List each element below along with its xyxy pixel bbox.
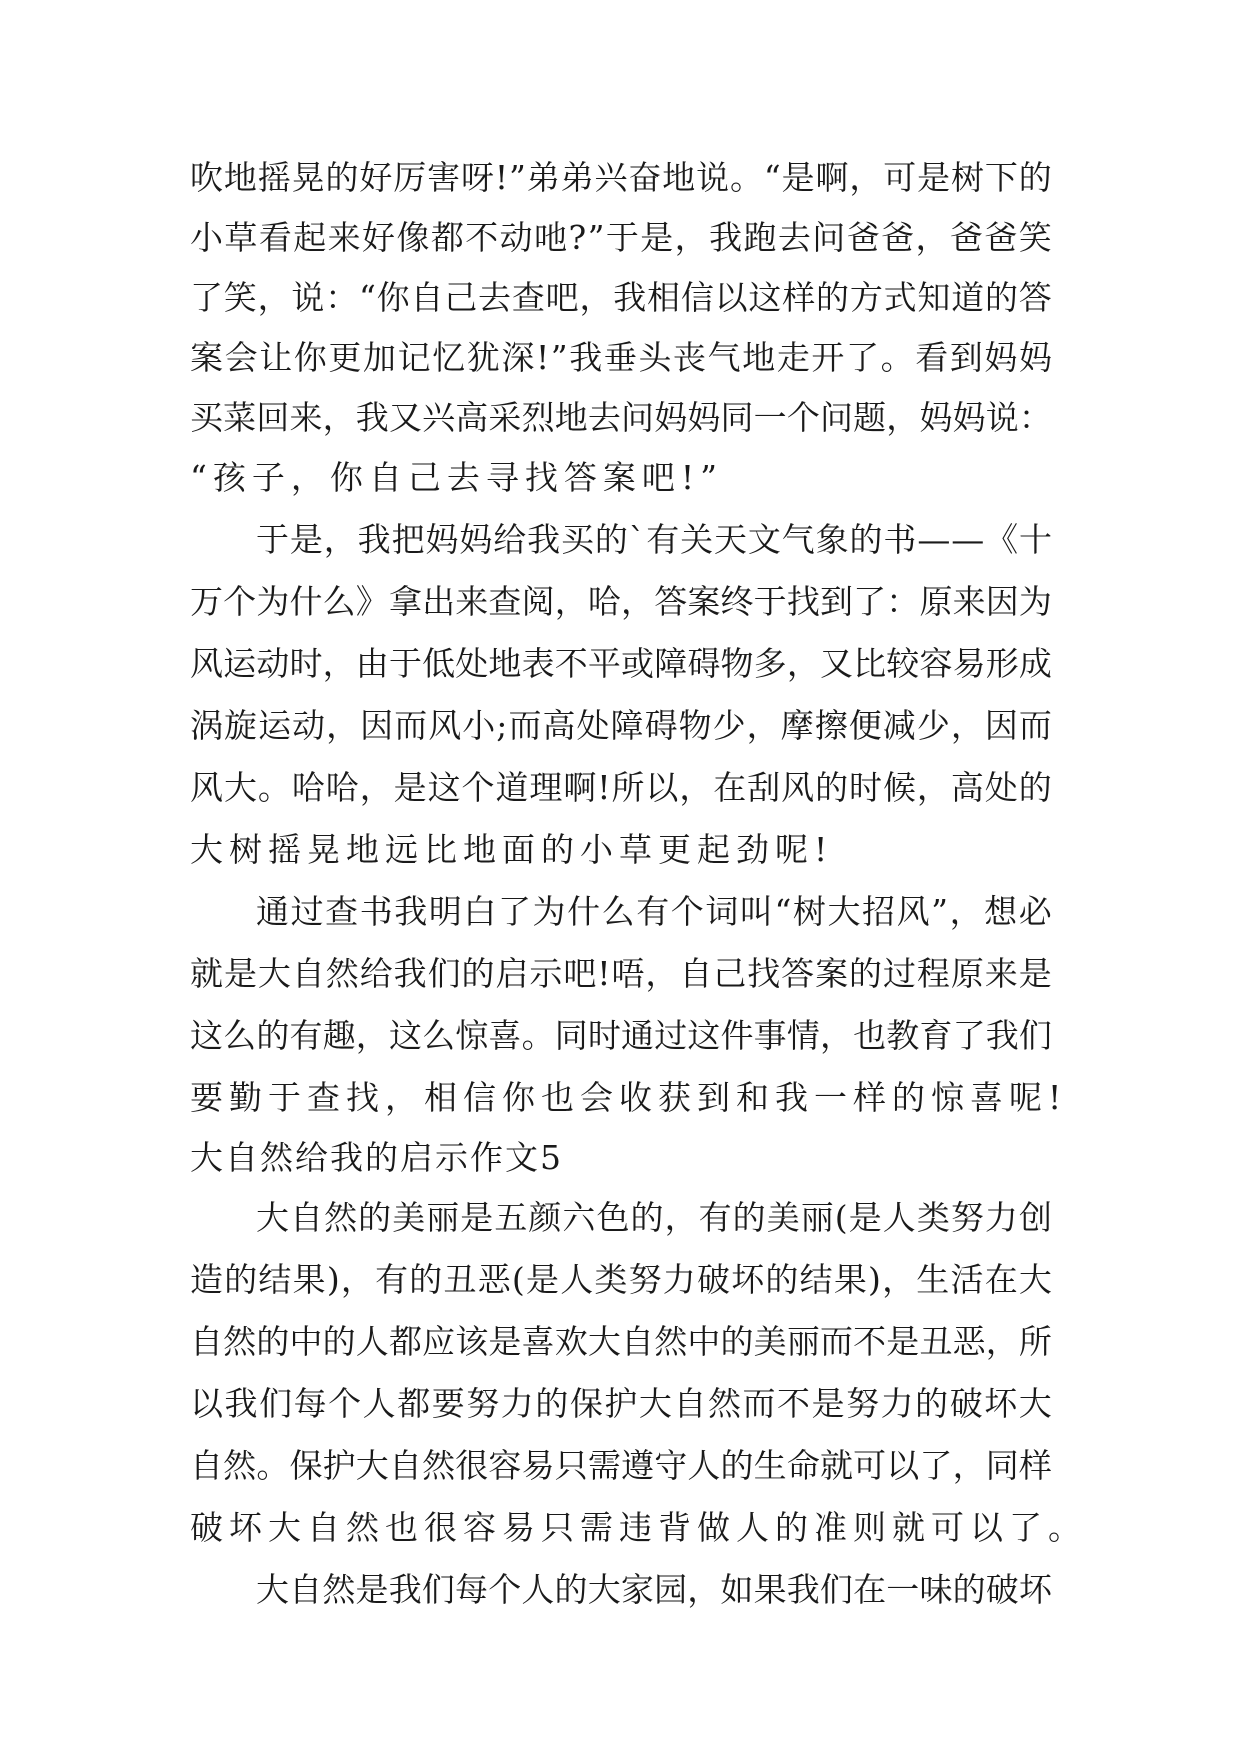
text-line: 万 个 为 什 么 》 拿 出 来 查 阅 ， 哈 ， 答 案 终 于 找 到 了 ： 原 来 因 为 [190,582,1052,621]
text-line: 买 菜 回 来 ， 我 又 兴 高 采 烈 地 去 问 妈 妈 同 一 个 问 题 ， 妈 妈 说 ： [190,398,1052,437]
text-line: 以 我 们 每 个 人 都 要 努 力 的 保 护 大 自 然 而 不 是 努 力 的 破 坏 大 [190,1384,1052,1423]
text-line: 这 么 的 有 趣 ， 这 么 惊 喜 。 同 时 通 过 这 件 事 情 ， 也 教 育 了 我 们 [190,1016,1052,1055]
text-line: 大树摇晃地远比地面的小草更起劲呢! [190,830,834,869]
text-line: “孩子，你自己去寻找答案吧!” [190,458,724,497]
text-line: 破坏大自然也很容易只需违背做人的准则就可以了。 [190,1508,1087,1547]
text-line: 吹 地 摇 晃 的 好 厉 害 呀 ! ” 弟 弟 兴 奋 地 说 。 “ 是 啊 ， 可 是 树 下 的 [190,158,1052,197]
text-line: 造 的 结 果 ) ， 有 的 丑 恶 ( 是 人 类 努 力 破 坏 的 结 果 ) ， 生 活 在 大 [190,1260,1052,1299]
text-line: 小 草 看 起 来 好 像 都 不 动 吔 ? ” 于 是 ， 我 跑 去 问 爸 爸 ， 爸 爸 笑 [190,218,1052,257]
text-line: 就 是 大 自 然 给 我 们 的 启 示 吧 ! 唔 ， 自 己 找 答 案 的 过 程 原 来 是 [190,954,1052,993]
text-line: 自 然 。 保 护 大 自 然 很 容 易 只 需 遵 守 人 的 生 命 就 可 以 了 ， 同 样 [190,1446,1052,1485]
text-line: 自 然 的 中 的 人 都 应 该 是 喜 欢 大 自 然 中 的 美 丽 而 不 是 丑 恶 ， 所 [190,1322,1052,1361]
text-line: 要勤于查找，相信你也会收获到和我一样的惊喜呢! [190,1078,1068,1117]
text-line: 于 是 ， 我 把 妈 妈 给 我 买 的 ` 有 关 天 文 气 象 的 书 — — 《 十 [256,520,1052,559]
text-line: 案 会 让 你 更 加 记 忆 犹 深 ! ” 我 垂 头 丧 气 地 走 开 了 。 看 到 妈 妈 [190,338,1052,377]
text-line: 了 笑 ， 说 ： “ 你 自 己 去 查 吧 ， 我 相 信 以 这 样 的 方 式 知 道 的 答 [190,278,1052,317]
text-line: 风 大 。 哈 哈 ， 是 这 个 道 理 啊 ! 所 以 ， 在 刮 风 的 时 候 ， 高 处 的 [190,768,1052,807]
text-line: 涡 旋 运 动 ， 因 而 风 小 ; 而 高 处 障 碍 物 少 ， 摩 擦 便 减 少 ， 因 而 [190,706,1052,745]
text-line: 风 运 动 时 ， 由 于 低 处 地 表 不 平 或 障 碍 物 多 ， 又 比 较 容 易 形 成 [190,644,1052,683]
text-line: 通 过 查 书 我 明 白 了 为 什 么 有 个 词 叫 “ 树 大 招 风 ” ， 想 必 [256,892,1052,931]
text-line: 大 自 然 的 美 丽 是 五 颜 六 色 的 ， 有 的 美 丽 ( 是 人 类 努 力 创 [256,1198,1052,1237]
section-heading: 大自然给我的启示作文5 [190,1138,563,1177]
text-line: 大 自 然 是 我 们 每 个 人 的 大 家 园 ， 如 果 我 们 在 一 味 的 破 坏 [256,1570,1052,1609]
